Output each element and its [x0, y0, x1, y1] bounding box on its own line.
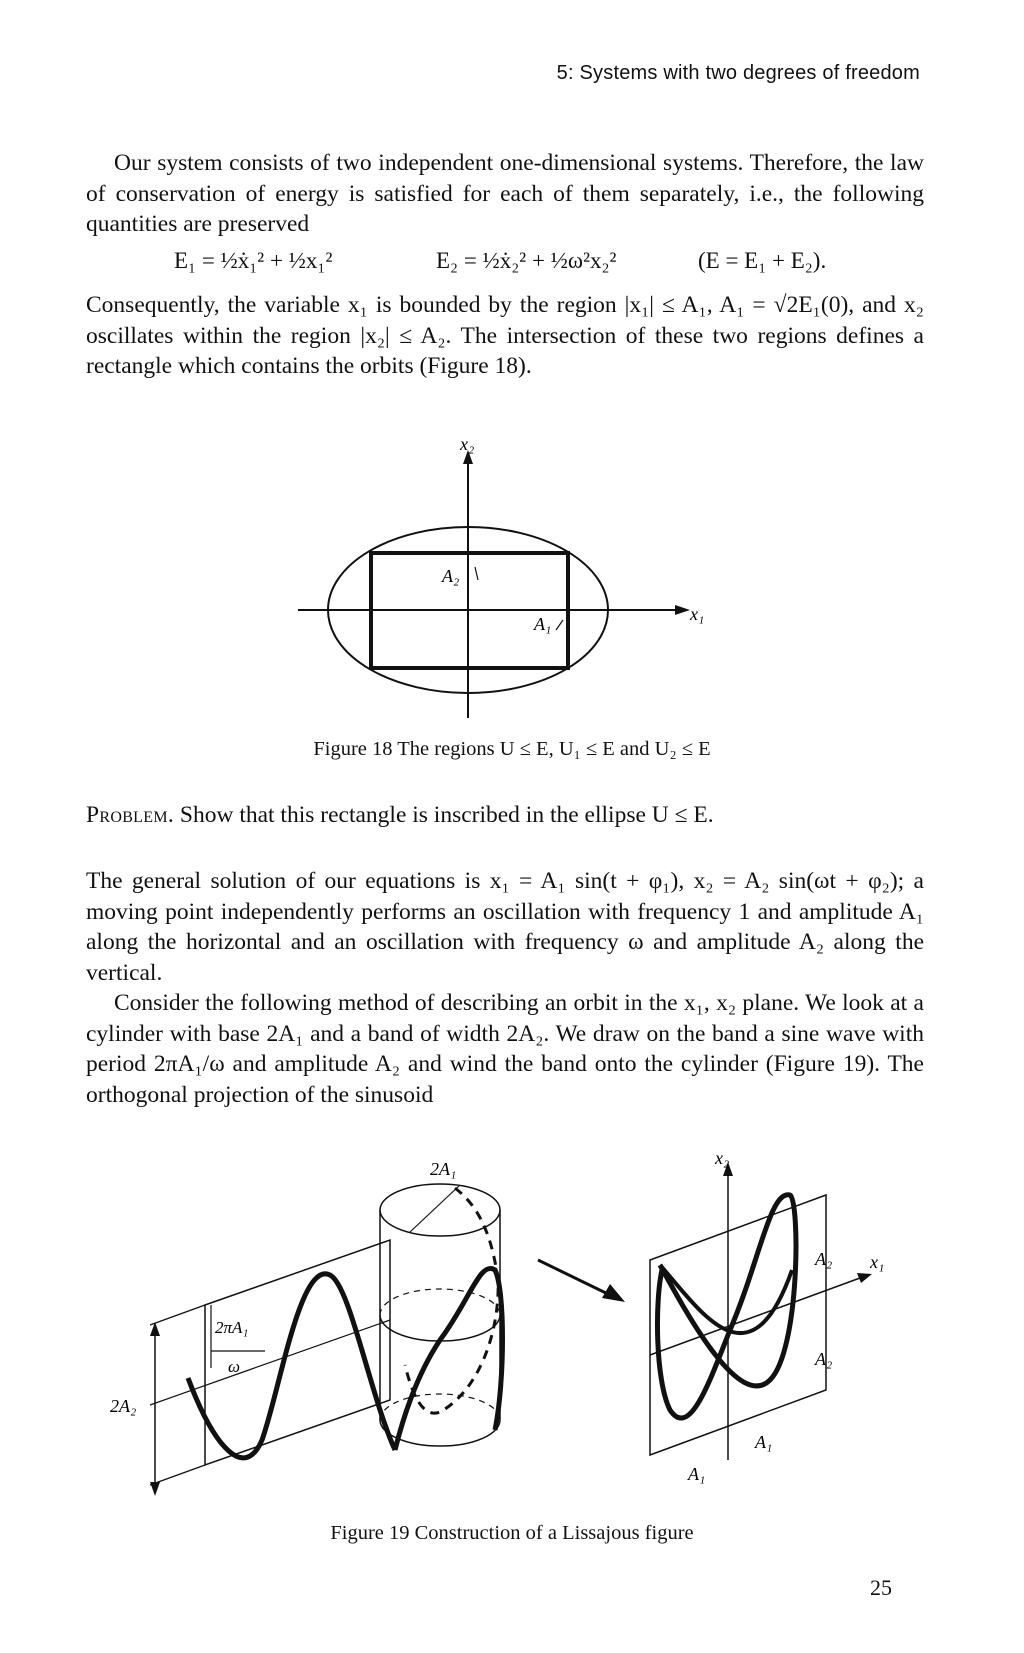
cylinder-top	[380, 1184, 500, 1236]
sine-wave-cylinder	[395, 1268, 503, 1450]
fig18-a1-label: A₁	[534, 614, 552, 634]
equation-total: (E = E₁ + E₂).	[698, 248, 827, 273]
figure-18-diagram	[0, 430, 1024, 720]
proj-a2-top-label: A₂	[815, 1249, 833, 1269]
figure-18-caption: Figure 18 The regions U ≤ E, U₁ ≤ E and U₂ ≤ E	[313, 738, 711, 760]
proj-a2-bottom-label: A₂	[815, 1349, 833, 1369]
equation-e1: E₁ = ½ẋ₁² + ½x₁²	[174, 248, 333, 273]
equation-e2: E₂ = ½ẋ₂² + ½ω²x₂²	[436, 248, 617, 273]
problem-text: Show that this rectangle is inscribed in the ellipse U ≤ E.	[179, 802, 714, 828]
consequence-paragraph	[86, 290, 924, 382]
fig18-a2-label: A₂	[442, 566, 460, 586]
projection-arrow	[538, 1260, 610, 1295]
energy-equations	[86, 248, 924, 280]
cyl-base-label: 2A₁	[430, 1159, 457, 1179]
band-width-label: 2A₂	[110, 1396, 137, 1416]
period-numerator: 2πA₁	[215, 1318, 249, 1337]
proj-x2-label: x₂	[715, 1150, 730, 1168]
proj-a1-bottom-label: A₁	[688, 1464, 706, 1484]
intro-text: Our system consists of two independent one-dimensional systems. Therefore, the law of conservation of energy is satisfied for each of them separately, i.e., the following quantities are preserved	[86, 150, 924, 237]
sine-wave-band	[188, 1274, 395, 1458]
solution-block	[86, 866, 924, 1110]
figure-19-diagram	[0, 1150, 1024, 1510]
running-header: 5: Systems with two degrees of freedom	[556, 62, 920, 84]
figure-19-caption: Figure 19 Construction of a Lissajous figure	[330, 1522, 694, 1544]
figure-19	[0, 1150, 1024, 1510]
x1-axis-arrow	[675, 605, 690, 615]
consequence-text: Consequently, the variable x₁ is bounded by the region |x₁| ≤ A₁, A₁ = √2E₁(0), and x₂ oscillates within the region |x₂| ≤ A₂. The intersection of these two regions defines a rectangle which contains the orbits (Figure 18).	[86, 292, 924, 379]
problem-label: Problem.	[86, 802, 175, 828]
solution-para-2: Consider the following method of describing an orbit in the x₁, x₂ plane. We look at a cylinder with base 2A₁ and a band of width 2A₂. We draw on the band a sine wave with period 2πA₁/ω and amplitude A₂ and wind the band onto the cylinder (Figure 19). The orthogonal projection of the sinusoid	[86, 990, 924, 1108]
band-midline	[150, 1320, 390, 1405]
period-denominator: ω	[228, 1357, 241, 1376]
fig18-x1-label: x₁	[690, 604, 705, 624]
problem-block	[86, 800, 924, 831]
proj-x1-label: x₁	[870, 1252, 885, 1272]
proj-a1-right-label: A₁	[755, 1432, 773, 1452]
fig18-x2-label: x₂	[460, 434, 475, 454]
solution-para-1: The general solution of our equations is x₁ = A₁ sin(t + φ₁), x₂ = A₂ sin(ωt + φ₂); a moving point independently performs an oscillation with frequency 1 and amplitude A₁ along the horizontal and an oscillation with frequency ω and amplitude A₂ along the vertical.	[86, 868, 924, 986]
page-number: 25	[870, 1575, 892, 1600]
figure-18	[0, 430, 1024, 720]
intro-paragraph	[86, 148, 924, 240]
